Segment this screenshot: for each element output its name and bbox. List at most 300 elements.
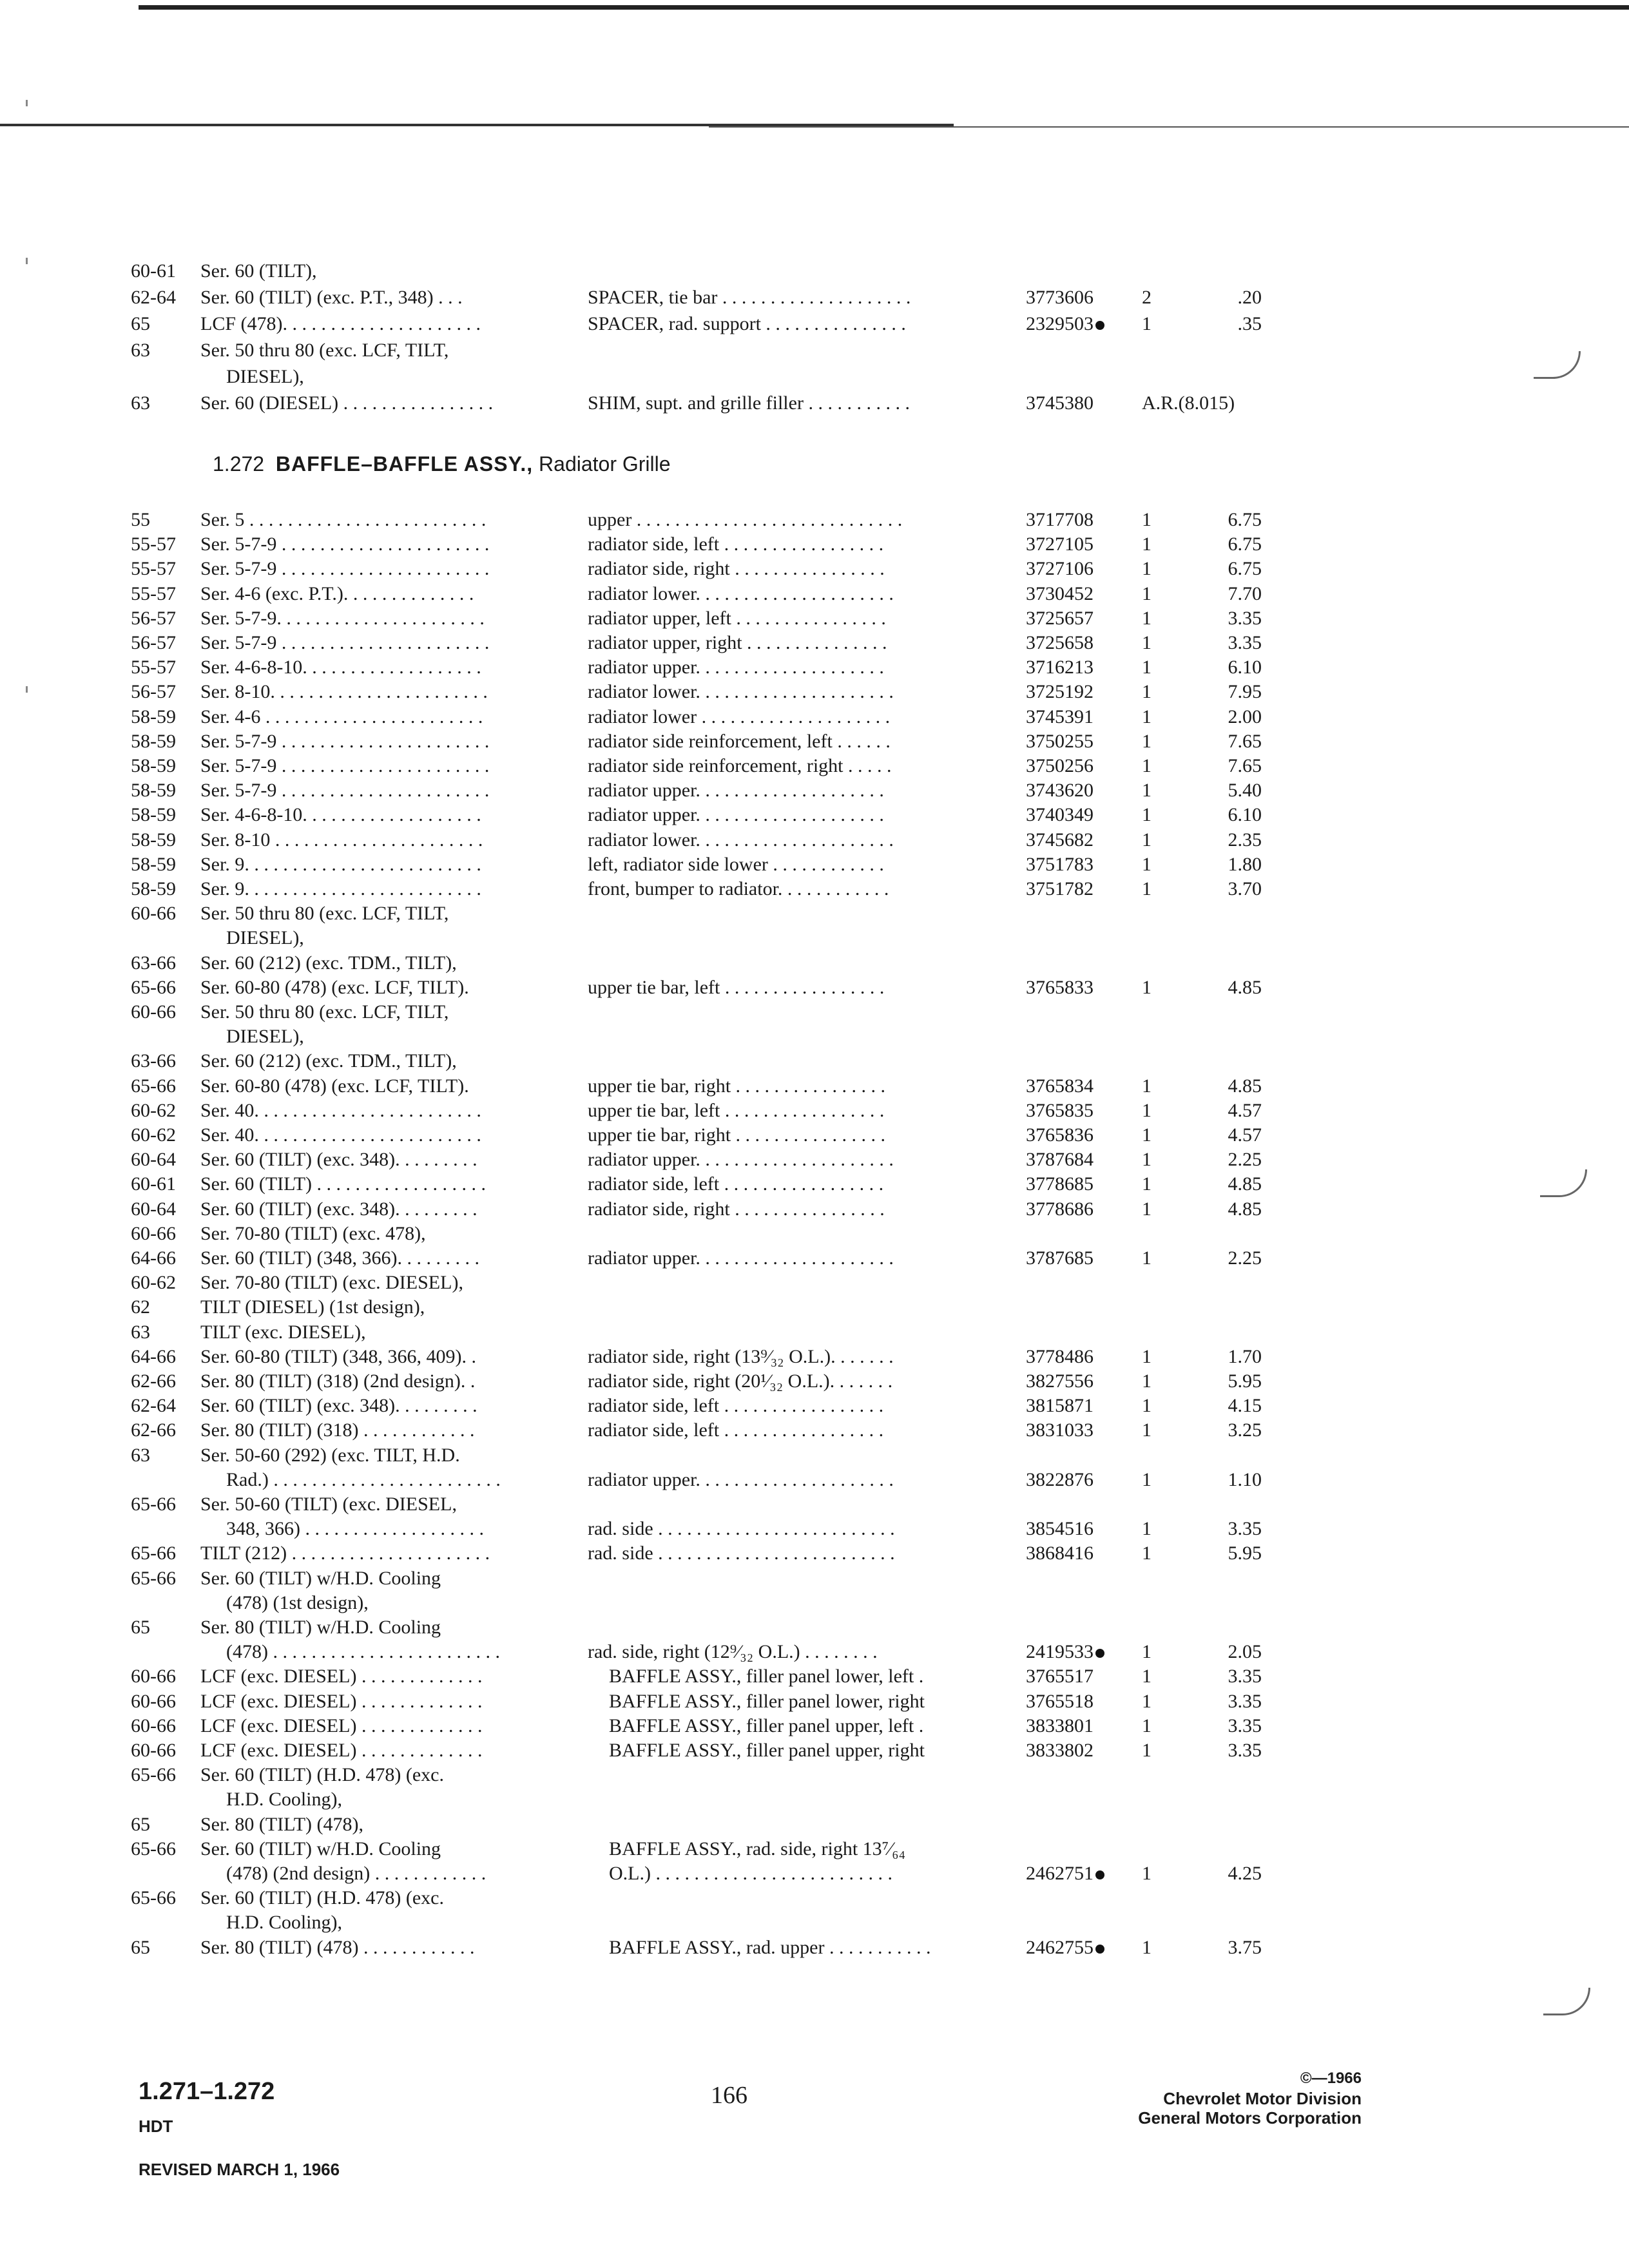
- row-price: 1.10: [1228, 1468, 1262, 1490]
- row-years: 65: [131, 1936, 150, 1958]
- new-part-bullet-icon: [1095, 1945, 1104, 1954]
- parts-row: [0, 1738, 1629, 1763]
- row-years: 65-66: [131, 1494, 176, 1515]
- row-description: radiator side, left . . . . . . . . . . . . . . . . .: [588, 1419, 884, 1441]
- row-quantity: 1: [1142, 1395, 1152, 1417]
- row-years: 63-66: [131, 952, 176, 974]
- row-years: 56-57: [131, 681, 176, 703]
- row-price: 2.05: [1228, 1641, 1262, 1663]
- row-part-number: [1026, 1245, 1094, 1271]
- part-number-text: 3827556: [1026, 1370, 1094, 1392]
- row-years: 55-57: [131, 533, 176, 555]
- row-quantity: 1: [1142, 1542, 1152, 1564]
- row-description: radiator side reinforcement, left . . . . . .: [588, 730, 891, 752]
- row-part-number: [1026, 1935, 1104, 1961]
- row-price: 7.65: [1228, 730, 1262, 752]
- row-part-number: [1026, 876, 1094, 902]
- row-quantity: 1: [1142, 853, 1152, 875]
- row-part-number: [1026, 311, 1104, 337]
- row-years: 60-66: [131, 903, 176, 925]
- row-description: radiator side, right (20¹⁄₃₂ O.L.). . . . . . .: [588, 1370, 893, 1392]
- row-series: Ser. 4-6 (exc. P.T.). . . . . . . . . . . . . .: [200, 582, 474, 604]
- row-years: 58-59: [131, 804, 176, 826]
- parts-row: [0, 852, 1629, 878]
- row-series: Ser. 60 (TILT) (exc. 348). . . . . . . . .: [200, 1395, 477, 1417]
- new-part-bullet-icon: [1095, 321, 1104, 330]
- row-description: BAFFLE ASSY., rad. upper . . . . . . . . . . .: [609, 1936, 931, 1958]
- footer-section-range: 1.271–1.272: [139, 2078, 275, 2105]
- part-number-text: 3727106: [1026, 558, 1094, 580]
- row-series: LCF (exc. DIESEL) . . . . . . . . . . . . .: [200, 1715, 483, 1736]
- parts-row: [0, 1492, 1629, 1517]
- row-years: 58-59: [131, 706, 176, 727]
- header-rule-tail: [709, 126, 1629, 128]
- row-series: H.D. Cooling),: [226, 1789, 342, 1811]
- row-part-number: [1026, 679, 1094, 705]
- part-number-text: 3868416: [1026, 1542, 1094, 1564]
- row-quantity: 1: [1142, 1345, 1152, 1367]
- parts-row: [0, 390, 1629, 416]
- row-price: 7.65: [1228, 755, 1262, 776]
- row-series: Ser. 5-7-9 . . . . . . . . . . . . . . . . . . . . . .: [200, 730, 490, 752]
- row-quantity: 1: [1142, 706, 1152, 727]
- parts-row: [0, 364, 1629, 390]
- parts-row: [0, 1196, 1629, 1222]
- parts-row: [0, 556, 1629, 582]
- parts-row: [0, 999, 1629, 1025]
- row-series: Ser. 50 thru 80 (exc. LCF, TILT,: [200, 903, 449, 925]
- row-price: 4.85: [1228, 1198, 1262, 1220]
- row-part-number: [1026, 1467, 1094, 1493]
- row-description: radiator side, left . . . . . . . . . . . . . . . . .: [588, 1173, 884, 1195]
- row-series: Ser. 4-6-8-10. . . . . . . . . . . . . . . . . . .: [200, 804, 481, 826]
- part-number-text: 3717708: [1026, 509, 1094, 530]
- part-number-text: 3765833: [1026, 976, 1094, 998]
- row-price: 4.57: [1228, 1124, 1262, 1146]
- row-series: Ser. 5-7-9 . . . . . . . . . . . . . . . . . . . . . .: [200, 533, 490, 555]
- row-series: Ser. 60 (TILT) . . . . . . . . . . . . . . . . . .: [200, 1173, 487, 1195]
- row-years: 60-64: [131, 1149, 176, 1171]
- row-part-number: [1026, 606, 1094, 631]
- row-part-number: [1026, 704, 1094, 730]
- parts-row: [0, 1369, 1629, 1394]
- row-years: 55-57: [131, 582, 176, 604]
- row-series: Ser. 60 (DIESEL) . . . . . . . . . . . . . . . .: [200, 392, 494, 414]
- row-quantity: 1: [1142, 1124, 1152, 1146]
- row-quantity: 1: [1142, 533, 1152, 555]
- row-quantity: 1: [1142, 1198, 1152, 1220]
- row-part-number: [1026, 753, 1094, 779]
- row-description: radiator upper. . . . . . . . . . . . . . . . . . . . .: [588, 1149, 894, 1171]
- row-quantity: 1: [1142, 1099, 1152, 1121]
- row-years: 60-66: [131, 1690, 176, 1712]
- row-price: 3.35: [1228, 632, 1262, 653]
- row-price: 4.85: [1228, 1075, 1262, 1097]
- row-series: Ser. 9. . . . . . . . . . . . . . . . . . . . . . . . .: [200, 878, 481, 899]
- row-price: 4.15: [1228, 1395, 1262, 1417]
- parts-row: [0, 630, 1629, 656]
- row-part-number: [1026, 1418, 1094, 1443]
- top-rule: [139, 5, 1629, 10]
- row-price: 2.25: [1228, 1247, 1262, 1269]
- row-description: left, radiator side lower . . . . . . . . . . . .: [588, 853, 884, 875]
- parts-row: [0, 1836, 1629, 1862]
- row-description: radiator upper, right . . . . . . . . . . . . . . .: [588, 632, 887, 653]
- footer-code: HDT: [139, 2117, 173, 2136]
- row-years: 55-57: [131, 657, 176, 678]
- row-part-number: [1026, 1541, 1094, 1566]
- part-number-text: 3716213: [1026, 657, 1094, 678]
- row-description: rad. side, right (12⁹⁄₃₂ O.L.) . . . . . . . .: [588, 1641, 878, 1663]
- row-price: 6.10: [1228, 804, 1262, 826]
- row-years: 60-62: [131, 1272, 176, 1294]
- row-price: 4.57: [1228, 1099, 1262, 1121]
- row-price: 2.35: [1228, 829, 1262, 850]
- parts-row: [0, 338, 1629, 363]
- footer-corporation: General Motors Corporation: [1138, 2108, 1362, 2128]
- row-price: 3.75: [1228, 1936, 1262, 1958]
- row-years: 58-59: [131, 755, 176, 776]
- parts-row: [0, 802, 1629, 828]
- row-series: Rad.) . . . . . . . . . . . . . . . . . . . . . . . .: [226, 1468, 501, 1490]
- row-series: LCF (exc. DIESEL) . . . . . . . . . . . . .: [200, 1690, 483, 1712]
- parts-row: [0, 679, 1629, 705]
- parts-row: [0, 1245, 1629, 1271]
- part-number-text: 3751782: [1026, 878, 1094, 899]
- row-series: TILT (exc. DIESEL),: [200, 1321, 366, 1343]
- row-years: 55: [131, 509, 150, 530]
- row-price: 6.75: [1228, 558, 1262, 580]
- row-description: BAFFLE ASSY., filler panel lower, left .: [609, 1666, 924, 1687]
- part-number-text: 3730452: [1026, 582, 1094, 604]
- parts-row: [0, 1443, 1629, 1468]
- row-part-number: [1026, 507, 1094, 533]
- row-series: Ser. 50-60 (292) (exc. TILT, H.D.: [200, 1444, 460, 1466]
- new-part-bullet-icon: [1095, 1870, 1104, 1879]
- row-description: upper tie bar, right . . . . . . . . . . . . . . . .: [588, 1124, 886, 1146]
- parts-row: [0, 1418, 1629, 1443]
- row-price: 6.75: [1228, 533, 1262, 555]
- row-quantity: 1: [1142, 1740, 1152, 1761]
- part-number-text: 3765835: [1026, 1099, 1094, 1121]
- row-years: 65-66: [131, 1542, 176, 1564]
- row-part-number: [1026, 802, 1094, 828]
- row-part-number: [1026, 1073, 1094, 1099]
- row-quantity: 1: [1142, 1370, 1152, 1392]
- row-price: .35: [1237, 313, 1262, 334]
- row-part-number: [1026, 1713, 1094, 1739]
- parts-row: [0, 1393, 1629, 1419]
- row-years: 62-64: [131, 287, 176, 308]
- row-quantity: 1: [1142, 632, 1152, 653]
- row-price: 3.35: [1228, 1666, 1262, 1687]
- row-price: 5.95: [1228, 1542, 1262, 1564]
- row-price: 2.25: [1228, 1149, 1262, 1171]
- row-part-number: [1026, 1196, 1094, 1222]
- row-quantity: 1: [1142, 1690, 1152, 1712]
- parts-row: [0, 655, 1629, 680]
- parts-row: [0, 778, 1629, 803]
- row-part-number: [1026, 827, 1094, 853]
- row-series: Ser. 60 (212) (exc. TDM., TILT),: [200, 952, 457, 974]
- part-number-text: 3765517: [1026, 1666, 1094, 1687]
- row-series: TILT (DIESEL) (1st design),: [200, 1296, 425, 1318]
- parts-row: [0, 581, 1629, 607]
- parts-row: [0, 1762, 1629, 1788]
- row-description: SPACER, tie bar . . . . . . . . . . . . . . . . . . . .: [588, 287, 911, 308]
- parts-row: [0, 1024, 1629, 1050]
- part-number-text: 3751783: [1026, 853, 1094, 875]
- row-series: (478) . . . . . . . . . . . . . . . . . . . . . . . .: [226, 1641, 500, 1663]
- parts-row: [0, 1935, 1629, 1961]
- row-quantity: 1: [1142, 976, 1152, 998]
- row-description: radiator upper. . . . . . . . . . . . . . . . . . . .: [588, 804, 884, 826]
- row-years: 65: [131, 1813, 150, 1835]
- parts-row: [0, 950, 1629, 976]
- footer-revised-date: REVISED MARCH 1, 1966: [139, 2160, 340, 2179]
- row-quantity: 1: [1142, 1641, 1152, 1663]
- row-series: Ser. 60 (TILT) (exc. 348). . . . . . . . .: [200, 1149, 477, 1171]
- parts-row: [0, 1221, 1629, 1247]
- parts-row: [0, 606, 1629, 631]
- row-series: Ser. 60 (TILT) (exc. P.T., 348) . . .: [200, 287, 463, 308]
- row-years: 65-66: [131, 1075, 176, 1097]
- parts-row: [0, 1566, 1629, 1591]
- row-description: SPACER, rad. support . . . . . . . . . . . . . . .: [588, 313, 906, 334]
- row-years: 65-66: [131, 1887, 176, 1909]
- row-description: BAFFLE ASSY., filler panel upper, right: [609, 1740, 925, 1761]
- parts-row: [0, 925, 1629, 951]
- part-number-text: 3750255: [1026, 730, 1094, 752]
- row-years: 56-57: [131, 607, 176, 629]
- row-series: Ser. 4-6-8-10. . . . . . . . . . . . . . . . . . .: [200, 657, 481, 678]
- row-description: radiator side, right . . . . . . . . . . . . . . . .: [588, 558, 885, 580]
- row-series: Ser. 50 thru 80 (exc. LCF, TILT,: [200, 340, 449, 361]
- row-quantity: 1: [1142, 804, 1152, 826]
- row-description: radiator upper. . . . . . . . . . . . . . . . . . . . .: [588, 1247, 894, 1269]
- row-series: Ser. 60 (TILT) w/H.D. Cooling: [200, 1838, 441, 1860]
- row-series: Ser. 5 . . . . . . . . . . . . . . . . . . . . . . . . .: [200, 509, 487, 530]
- row-quantity: 2: [1142, 287, 1152, 308]
- row-quantity: 1: [1142, 607, 1152, 629]
- row-part-number: [1026, 630, 1094, 656]
- parts-row: [0, 1320, 1629, 1345]
- row-years: 60-62: [131, 1099, 176, 1121]
- part-number-text: 3725657: [1026, 607, 1094, 629]
- part-number-text: 3833801: [1026, 1715, 1094, 1736]
- row-series: Ser. 60 (TILT) (H.D. 478) (exc.: [200, 1764, 444, 1786]
- row-part-number: [1026, 556, 1094, 582]
- row-series: Ser. 60 (TILT) (exc. 348). . . . . . . . .: [200, 1198, 477, 1220]
- row-part-number: [1026, 852, 1094, 878]
- part-number-text: 3740349: [1026, 804, 1094, 826]
- row-price: 3.70: [1228, 878, 1262, 899]
- row-description: BAFFLE ASSY., rad. side, right 13⁷⁄₆₄: [609, 1838, 906, 1860]
- row-series: Ser. 5-7-9. . . . . . . . . . . . . . . . . . . . . .: [200, 607, 485, 629]
- row-description: radiator lower. . . . . . . . . . . . . . . . . . . . .: [588, 681, 894, 703]
- row-part-number: [1026, 1689, 1094, 1715]
- row-years: 62-66: [131, 1419, 176, 1441]
- parts-row: [0, 311, 1629, 337]
- row-part-number: [1026, 1369, 1094, 1394]
- parts-row: [0, 704, 1629, 730]
- parts-row: [0, 1639, 1629, 1665]
- part-number-text: 3725192: [1026, 681, 1094, 703]
- row-series: (478) (1st design),: [226, 1591, 369, 1613]
- parts-row: [0, 285, 1629, 311]
- row-series: Ser. 60 (TILT) w/H.D. Cooling: [200, 1567, 441, 1589]
- row-price: 1.80: [1228, 853, 1262, 875]
- parts-row: [0, 1147, 1629, 1173]
- section-number: 1.272: [213, 452, 265, 476]
- row-part-number: [1026, 1516, 1094, 1542]
- parts-row: [0, 1615, 1629, 1640]
- row-series: Ser. 8-10. . . . . . . . . . . . . . . . . . . . . . .: [200, 681, 488, 703]
- row-series: Ser. 50-60 (TILT) (exc. DIESEL,: [200, 1494, 457, 1515]
- row-series: Ser. 8-10 . . . . . . . . . . . . . . . . . . . . . .: [200, 829, 483, 850]
- row-series: Ser. 60 (TILT),: [200, 260, 317, 282]
- parts-row: [0, 1294, 1629, 1320]
- part-number-text: 2462751: [1026, 1863, 1094, 1884]
- part-number-text: 3727105: [1026, 533, 1094, 555]
- row-series: Ser. 40. . . . . . . . . . . . . . . . . . . . . . . .: [200, 1099, 481, 1121]
- row-years: 56-57: [131, 632, 176, 653]
- part-number-text: 3831033: [1026, 1419, 1094, 1441]
- row-description: radiator side reinforcement, right . . . . .: [588, 755, 892, 776]
- row-series: Ser. 60-80 (TILT) (348, 366, 409). .: [200, 1345, 476, 1367]
- row-years: 60-66: [131, 1001, 176, 1023]
- section-heading: [213, 452, 671, 476]
- section-subtitle: Radiator Grille: [539, 452, 671, 476]
- row-series: Ser. 70-80 (TILT) (exc. DIESEL),: [200, 1272, 463, 1294]
- row-description: SHIM, supt. and grille filler . . . . . . . . . . .: [588, 392, 910, 414]
- parts-row: [0, 1812, 1629, 1838]
- footer-copyright: ©—1966: [1300, 2070, 1362, 2087]
- part-number-text: 3745391: [1026, 706, 1094, 727]
- row-years: 65: [131, 1617, 150, 1638]
- row-series: Ser. 4-6 . . . . . . . . . . . . . . . . . . . . . . .: [200, 706, 483, 727]
- row-price: 6.75: [1228, 509, 1262, 530]
- row-quantity: 1: [1142, 681, 1152, 703]
- row-series: Ser. 70-80 (TILT) (exc. 478),: [200, 1222, 426, 1244]
- row-quantity: 1: [1142, 1173, 1152, 1195]
- row-part-number: [1026, 390, 1094, 416]
- row-description: radiator upper, left . . . . . . . . . . . . . . . .: [588, 607, 886, 629]
- row-years: 58-59: [131, 853, 176, 875]
- row-price: 4.85: [1228, 976, 1262, 998]
- row-series: LCF (exc. DIESEL) . . . . . . . . . . . . .: [200, 1666, 483, 1687]
- row-years: 62: [131, 1296, 150, 1318]
- row-price: 3.35: [1228, 1740, 1262, 1761]
- part-number-text: 3745380: [1026, 392, 1094, 414]
- parts-row: [0, 729, 1629, 754]
- row-description: rad. side . . . . . . . . . . . . . . . . . . . . . . . . .: [588, 1518, 895, 1540]
- parts-row: [0, 753, 1629, 779]
- row-part-number: [1026, 1147, 1094, 1173]
- row-quantity: 1: [1142, 1936, 1152, 1958]
- part-number-text: 3778685: [1026, 1173, 1094, 1195]
- row-part-number: [1026, 1861, 1104, 1887]
- parts-row: [0, 1073, 1629, 1099]
- row-years: 58-59: [131, 878, 176, 899]
- row-series: Ser. 60-80 (478) (exc. LCF, TILT).: [200, 976, 469, 998]
- part-number-text: 3750256: [1026, 755, 1094, 776]
- row-part-number: [1026, 975, 1094, 1001]
- row-part-number: [1026, 1393, 1094, 1419]
- row-years: 60-61: [131, 1173, 176, 1195]
- row-description: front, bumper to radiator. . . . . . . . . . . .: [588, 878, 889, 899]
- row-series: Ser. 60 (212) (exc. TDM., TILT),: [200, 1050, 457, 1072]
- row-series: DIESEL),: [226, 927, 304, 949]
- row-years: 60-66: [131, 1740, 176, 1761]
- part-number-text: 3743620: [1026, 780, 1094, 802]
- row-price: 5.40: [1228, 780, 1262, 802]
- new-part-bullet-icon: [1095, 1649, 1104, 1658]
- row-quantity: 1: [1142, 509, 1152, 530]
- row-years: 62-64: [131, 1395, 176, 1417]
- row-description: radiator lower. . . . . . . . . . . . . . . . . . . . .: [588, 582, 894, 604]
- part-number-text: 3765834: [1026, 1075, 1094, 1097]
- row-part-number: [1026, 1738, 1094, 1763]
- scan-speck: [26, 100, 28, 106]
- parts-row: [0, 827, 1629, 853]
- part-number-text: 3787684: [1026, 1149, 1094, 1171]
- row-description: BAFFLE ASSY., filler panel upper, left .: [609, 1715, 924, 1736]
- parts-row: [0, 1048, 1629, 1074]
- row-series: Ser. 9. . . . . . . . . . . . . . . . . . . . . . . . .: [200, 853, 481, 875]
- row-years: 63: [131, 1321, 150, 1343]
- row-price: 7.70: [1228, 582, 1262, 604]
- row-years: 60-66: [131, 1222, 176, 1244]
- part-number-text: 3778686: [1026, 1198, 1094, 1220]
- parts-row: [0, 876, 1629, 902]
- row-price: 3.25: [1228, 1419, 1262, 1441]
- row-quantity: 1: [1142, 1468, 1152, 1490]
- row-price: 6.10: [1228, 657, 1262, 678]
- row-years: 63: [131, 1444, 150, 1466]
- row-description: radiator side, left . . . . . . . . . . . . . . . . .: [588, 1395, 884, 1417]
- row-part-number: [1026, 655, 1094, 680]
- row-description: BAFFLE ASSY., filler panel lower, right: [609, 1690, 925, 1712]
- row-part-number: [1026, 1122, 1094, 1148]
- part-number-text: 3765836: [1026, 1124, 1094, 1146]
- parts-row: [0, 901, 1629, 927]
- row-part-number: [1026, 778, 1094, 803]
- row-series: 348, 366) . . . . . . . . . . . . . . . . . . .: [226, 1518, 484, 1540]
- parts-row: [0, 258, 1629, 284]
- row-series: Ser. 80 (TILT) (478),: [200, 1813, 364, 1835]
- row-years: 58-59: [131, 730, 176, 752]
- row-quantity: 1: [1142, 1149, 1152, 1171]
- row-series: H.D. Cooling),: [226, 1912, 342, 1934]
- row-price: 3.35: [1228, 1690, 1262, 1712]
- part-number-text: 3787685: [1026, 1247, 1094, 1269]
- part-number-text: 3773606: [1026, 287, 1094, 308]
- part-number-text: 2419533: [1026, 1641, 1094, 1663]
- row-years: 65-66: [131, 1838, 176, 1860]
- parts-row: [0, 1122, 1629, 1148]
- row-price: 5.95: [1228, 1370, 1262, 1392]
- part-number-text: 3745682: [1026, 829, 1094, 850]
- row-years: 65: [131, 313, 150, 334]
- row-description: radiator upper. . . . . . . . . . . . . . . . . . . . .: [588, 1468, 894, 1490]
- row-quantity: 1: [1142, 657, 1152, 678]
- row-price: 2.00: [1228, 706, 1262, 727]
- parts-row: [0, 532, 1629, 557]
- row-series: Ser. 80 (TILT) (478) . . . . . . . . . . . .: [200, 1936, 475, 1958]
- parts-row: [0, 1516, 1629, 1542]
- row-series: Ser. 50 thru 80 (exc. LCF, TILT,: [200, 1001, 449, 1023]
